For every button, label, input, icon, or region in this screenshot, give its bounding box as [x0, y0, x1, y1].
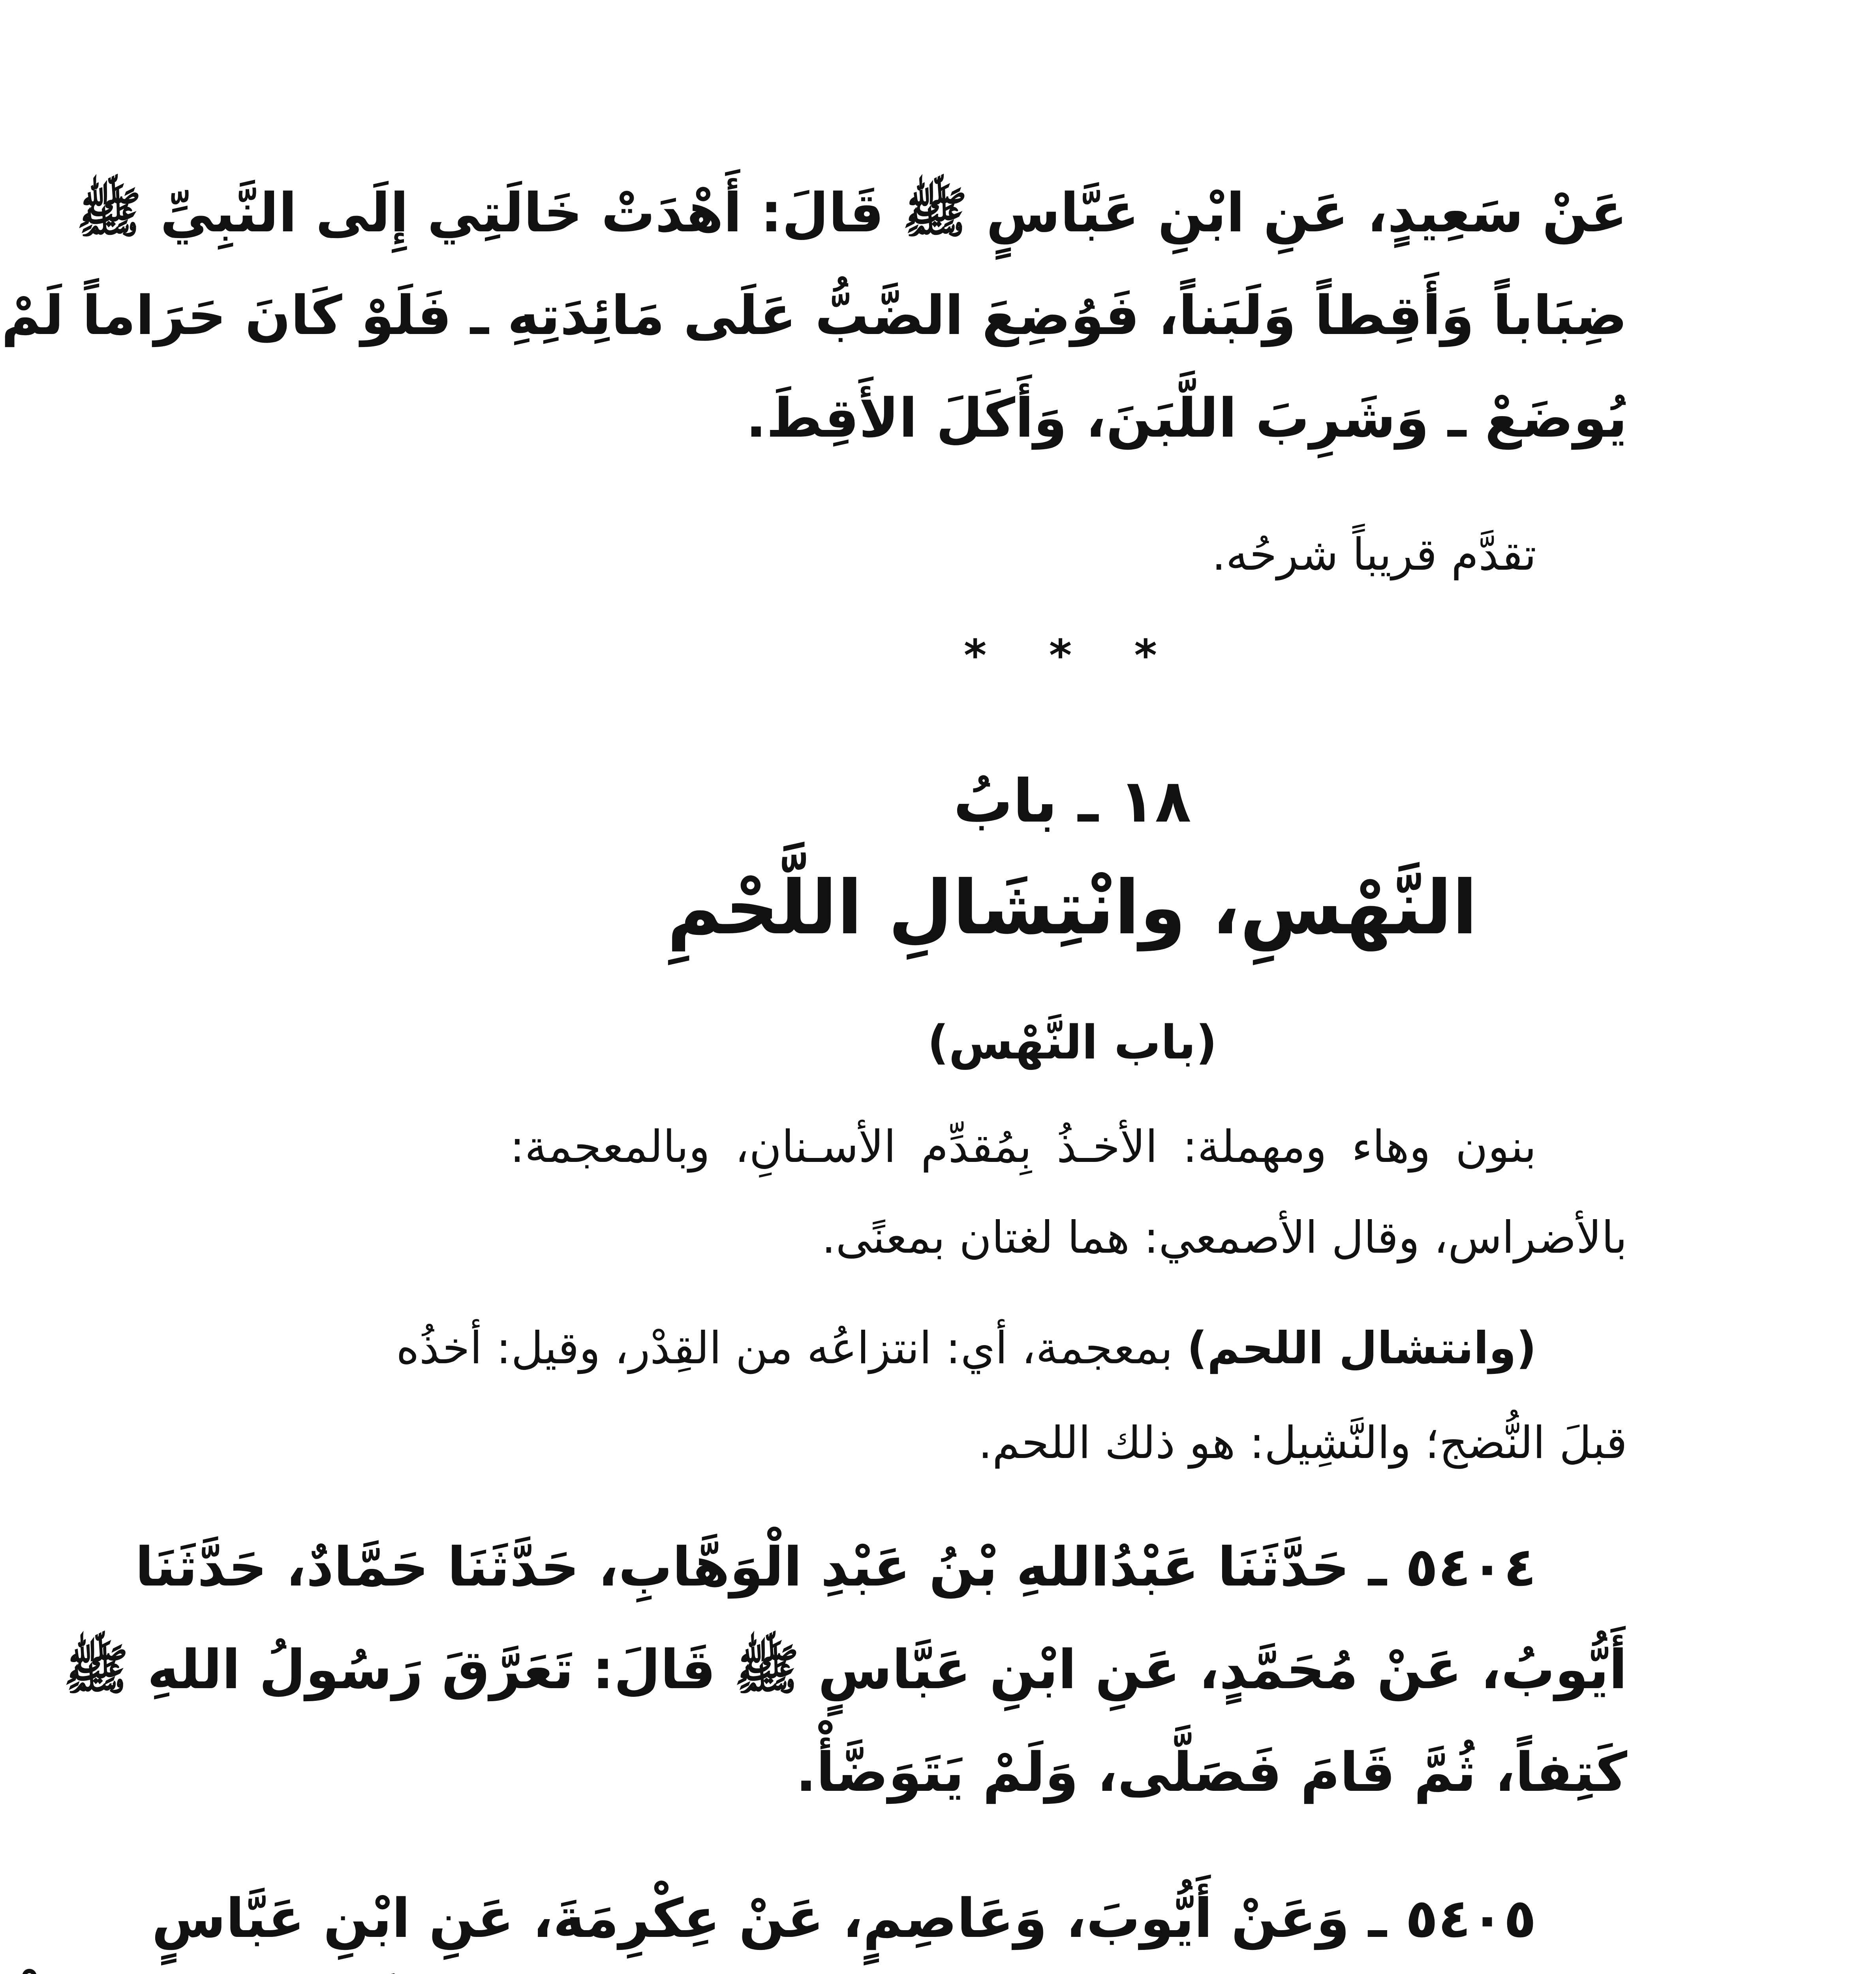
top-commentary: تقدَّم قريباً شرحُه. [1211, 529, 1536, 580]
top-hadith-line-2: ضِبَاباً وَأَقِطاً وَلَبَناً، فَوُضِعَ الضَّبُّ عَلَى مَائِدَتِهِ ـ فَلَوْ كَانَ حَرَاماً لَمْ [1, 285, 1627, 347]
hadith-5404-line-1: ٥٤٠٤ ـ حَدَّثَنَا عَبْدُاللهِ بْنُ عَبْدِ الْوَهَّابِ، حَدَّثَنَا حَمَّادٌ، حَدَّثَنَا [135, 1536, 1536, 1599]
commentary-p1-line-1: بنون وهاء ومهملة: الأخـذُ بِمُقدِّم الأسـنانِ، وبالمعجمة: [510, 1121, 1536, 1173]
commentary-p2-line-1 [396, 1311, 1627, 1386]
commentary-heading: (باب النَّهْس) [927, 1015, 1217, 1070]
commentary-p1-line-2: بالأضراس، وقال الأصمعي: هما لغتان بمعنًى. [821, 1212, 1627, 1263]
commentary-p2-line-2: قبلَ النُّضج؛ والنَّشِيل: هو ذلك اللحم. [978, 1417, 1627, 1469]
chapter-title: النَّهْسِ، وانْتِشَالِ اللَّحْمِ [667, 865, 1478, 951]
hadith-5404-line-3: كَتِفاً، ثُمَّ قَامَ فَصَلَّى، وَلَمْ يَتَوَضَّأْ. [796, 1741, 1627, 1804]
hadith-5404-line-2: أَيُّوبُ، عَنْ مُحَمَّدٍ، عَنِ ابْنِ عَبَّاسٍ ﷺ قَالَ: تَعَرَّقَ رَسُولُ اللهِ ﷺ [64, 1639, 1627, 1701]
hadith-5405-line-1: ٥٤٠٥ ـ وَعَنْ أَيُّوبَ، وَعَاصِمٍ، عَنْ عِكْرِمَةَ، عَنِ ابْنِ عَبَّاسٍ [152, 1888, 1536, 1950]
top-hadith-line-1: عَنْ سَعِيدٍ، عَنِ ابْنِ عَبَّاسٍ ﷺ قَالَ: أَهْدَتْ خَالَتِي إِلَى النَّبِيِّ ﷺ [77, 182, 1627, 244]
book-page [1, 0, 1876, 1974]
commentary-p2-line-1-text: بمعجمة، أي: انتزاعُه من القِدْر، وقيل: أخذُه [396, 1323, 1187, 1374]
top-hadith-line-3: يُوضَعْ ـ وَشَرِبَ اللَّبَنَ، وَأَكَلَ الأَقِطَ. [746, 387, 1627, 450]
term-intishal: (وانتشال اللحم) [1187, 1323, 1536, 1374]
section-separator: * * * [963, 630, 1181, 681]
chapter-number: ١٨ ـ بابُ [953, 767, 1191, 836]
